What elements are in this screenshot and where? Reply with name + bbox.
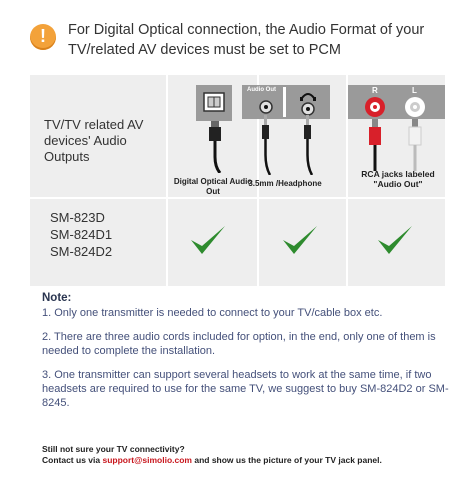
footer-contact-line: Contact us via support@simolio.com and show us the picture of your TV jack panel. bbox=[42, 455, 382, 465]
exclamation-icon bbox=[30, 24, 56, 50]
checkmark-icon bbox=[375, 220, 415, 260]
model-name: SM-824D1 bbox=[50, 227, 113, 242]
headphone-jack-panel bbox=[242, 85, 330, 119]
model-list bbox=[50, 209, 160, 260]
checkmark-icon bbox=[188, 220, 228, 260]
table-divider bbox=[30, 197, 445, 199]
column-caption-optical: Digital Optical Audio Out bbox=[173, 177, 253, 196]
rca-ports-icon bbox=[348, 85, 445, 119]
headphone-ports-icon bbox=[242, 85, 330, 119]
audio-outputs-label: TV/TV related AV devices' Audio Outputs bbox=[44, 117, 144, 164]
optical-cable-icon bbox=[200, 121, 230, 173]
pcm-notice-text: For Digital Optical connection, the Audio Format of your TV/related AV devices must be set to PCM bbox=[68, 22, 425, 58]
audio-out-jack-label: Audio Out bbox=[247, 87, 276, 93]
rca-left-label: L bbox=[412, 86, 417, 95]
support-email-link[interactable]: support@simolio.com bbox=[102, 455, 192, 465]
compatibility-table bbox=[30, 75, 445, 286]
column-caption-headphone: 3.5mm /Headphone bbox=[248, 179, 322, 188]
note-item: 3. One transmitter can support several headsets to work at the same time, if two headsets are required to use for the same TV, we suggest to buy SM-824D2 or SM-8245. bbox=[42, 369, 449, 409]
column-caption-rca: RCA jacks labeled "Audio Out" bbox=[361, 169, 435, 189]
notes-title: Note: bbox=[42, 292, 72, 304]
note-item: 1. Only one transmitter is needed to connect to your TV/cable box etc. bbox=[42, 307, 383, 319]
checkmark-icon bbox=[280, 220, 320, 260]
rca-jack-panel bbox=[348, 85, 445, 119]
exclamation-glyph: ! bbox=[40, 26, 46, 46]
rca-cable-icon bbox=[358, 119, 438, 171]
table-divider bbox=[166, 75, 168, 286]
note-item: 2. There are three audio cords included for option, in the end, only one of them is needed to complete the installation. bbox=[42, 331, 436, 357]
pcm-notice-banner bbox=[30, 20, 450, 64]
headphone-cable-icon bbox=[254, 115, 324, 175]
optical-port-icon bbox=[196, 85, 232, 121]
model-name: SM-824D2 bbox=[50, 244, 113, 259]
rca-right-label: R bbox=[372, 86, 378, 95]
contact-footer bbox=[42, 444, 462, 466]
notes-section bbox=[42, 292, 457, 420]
footer-question: Still not sure your TV connectivity? bbox=[42, 444, 185, 454]
optical-jack-panel bbox=[196, 85, 232, 121]
model-name: SM-823D bbox=[50, 210, 105, 225]
